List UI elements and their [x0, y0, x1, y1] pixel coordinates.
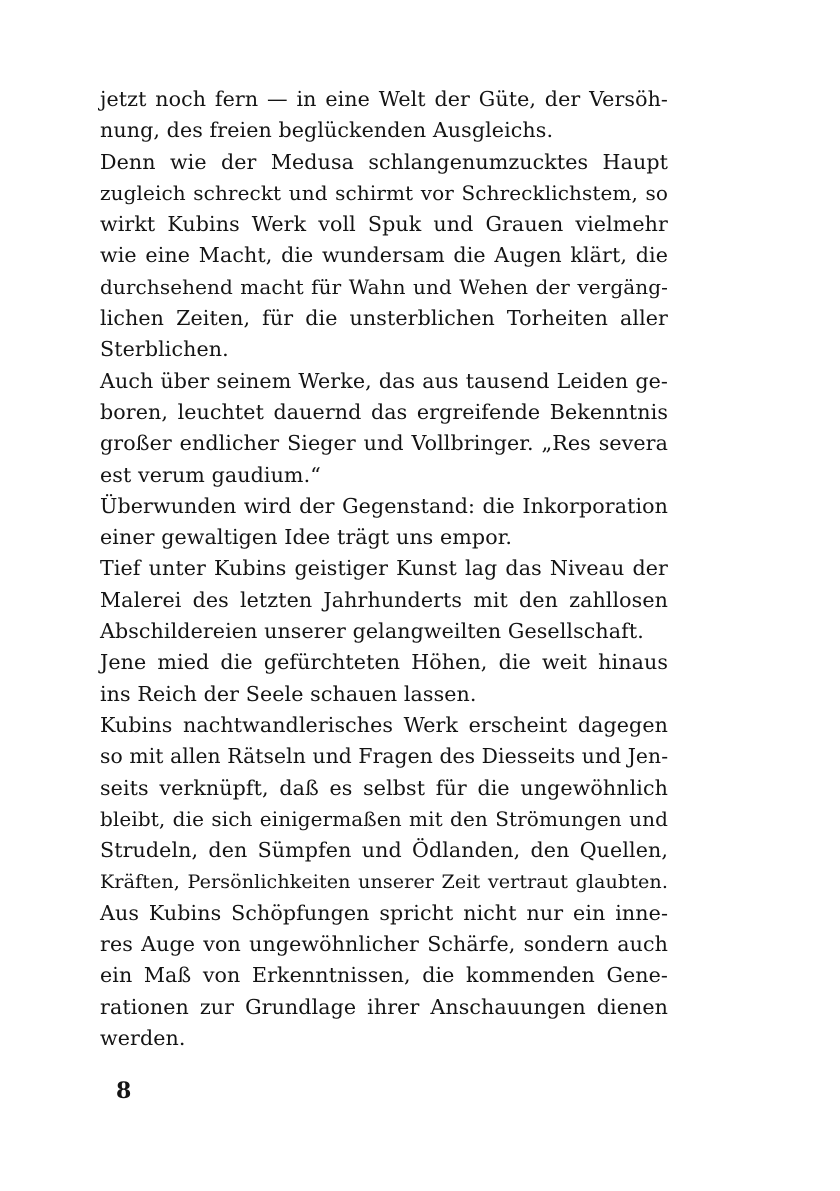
- page-number: 8: [116, 1078, 132, 1104]
- text-line: boren, leuchtet dauernd das ergreifende Bekenntnis: [100, 399, 668, 424]
- text-line: wie eine Macht, die wundersam die Augen klärt, die: [100, 243, 668, 268]
- body-text: [100, 84, 668, 1054]
- text-line: Denn wie der Medusa schlangenumzucktes Haupt: [100, 149, 668, 174]
- text-line: Kräften, Persönlichkeiten unserer Zeit vertraut glaubten.: [100, 870, 668, 894]
- text-line: Jene mied die gefürchteten Höhen, die weit hinaus: [100, 650, 668, 675]
- text-line: est verum gaudium.“: [100, 462, 321, 487]
- text-line: lichen Zeiten, für die unsterblichen Torheiten aller: [100, 306, 668, 331]
- text-line: ins Reich der Seele schauen lassen.: [100, 681, 477, 706]
- text-line: rationen zur Grundlage ihrer Anschauungen dienen: [100, 994, 668, 1019]
- text-line: Malerei des letzten Jahrhunderts mit den zahllosen: [100, 587, 668, 612]
- text-line: Abschildereien unserer gelangweilten Gesellschaft.: [100, 619, 644, 644]
- text-line: so mit allen Rätseln und Fragen des Diesseits und Jen-: [100, 744, 669, 769]
- text-line: res Auge von ungewöhnlicher Schärfe, sondern auch: [100, 932, 668, 957]
- text-line: Überwunden wird der Gegenstand: die Inkorporation: [100, 493, 668, 518]
- text-line: nung, des freien beglückenden Ausgleichs.: [100, 118, 554, 143]
- text-line: Strudeln, den Sümpfen und Ödlanden, den Quellen,: [100, 838, 668, 863]
- text-line: großer endlicher Sieger und Vollbringer. „Res severa: [100, 431, 668, 456]
- text-line: durchsehend macht für Wahn und Wehen der vergäng-: [100, 274, 668, 299]
- text-line: wirkt Kubins Werk voll Spuk und Grauen vielmehr: [100, 212, 668, 237]
- text-line: Kubins nachtwandlerisches Werk erscheint dagegen: [100, 712, 668, 737]
- text-line: jetzt noch fern — in eine Welt der Güte, der Versöh-: [100, 87, 668, 111]
- text-line: Auch über seinem Werke, das aus tausend Leiden ge-: [100, 368, 668, 393]
- text-line: ein Maß von Erkenntnissen, die kommenden Gene-: [100, 963, 668, 988]
- text-line: einer gewaltigen Idee trägt uns empor.: [100, 525, 513, 550]
- text-line: Aus Kubins Schöpfungen spricht nicht nur ein inne-: [100, 900, 668, 925]
- text-line: werden.: [100, 1025, 186, 1050]
- text-line: seits verknüpft, daß es selbst für die ungewöhnlich: [100, 775, 668, 800]
- text-line: Tief unter Kubins geistiger Kunst lag das Niveau der: [100, 556, 668, 581]
- text-line: zugleich schreckt und schirmt vor Schrecklichstem, so: [100, 180, 668, 205]
- text-line: bleibt, die sich einigermaßen mit den Strömungen und: [100, 806, 668, 831]
- text-line: Sterblichen.: [100, 337, 229, 362]
